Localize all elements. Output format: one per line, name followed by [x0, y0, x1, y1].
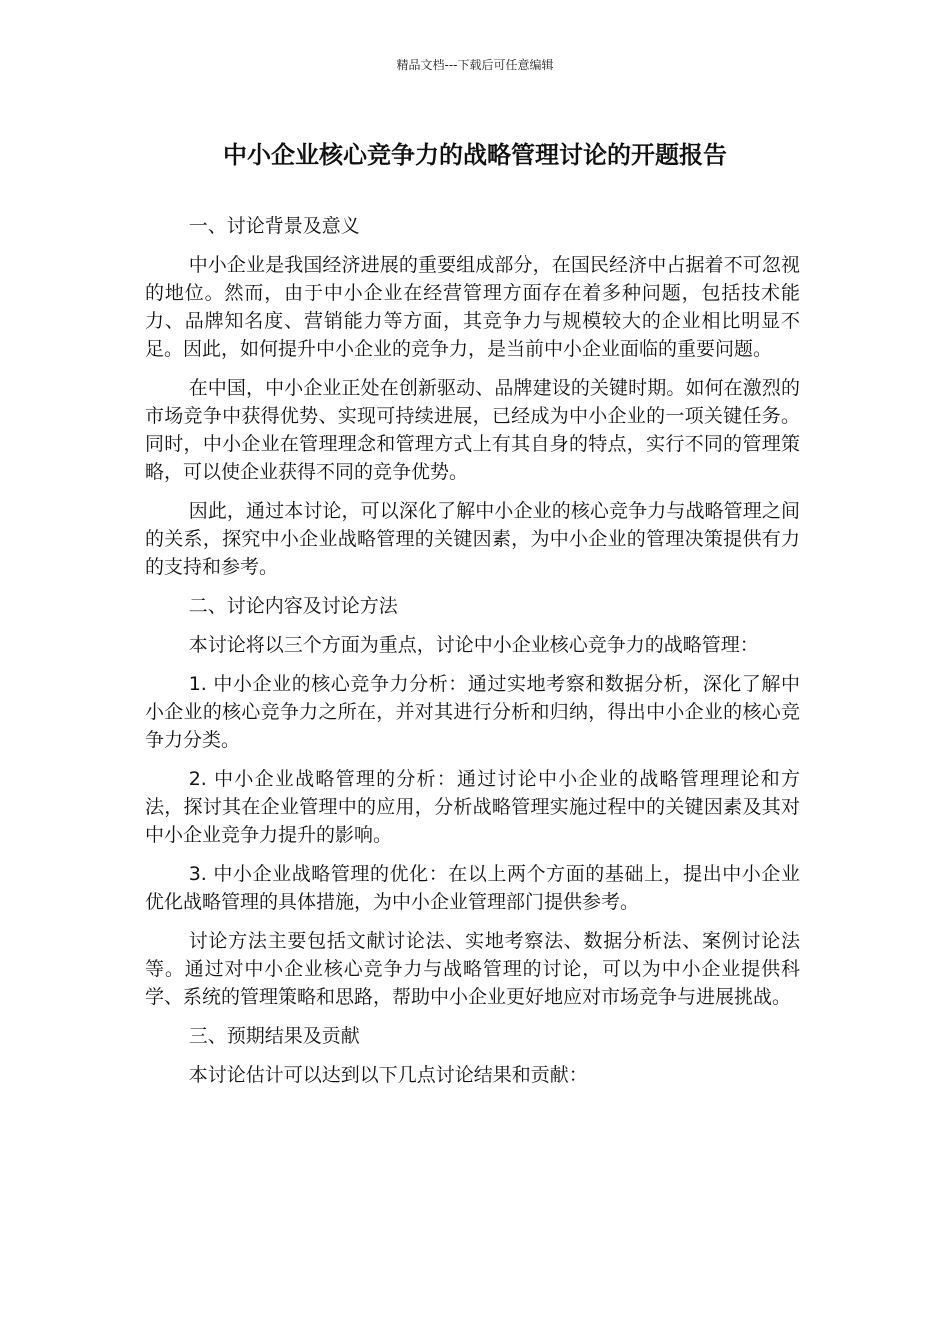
list-item: 2. 中小企业战略管理的分析：通过讨论中小企业的战略管理理论和方法，探讨其在企业管理中的应用，分析战略管理实施过程中的关键因素及其对中小企业竞争力提升的影响。 [145, 768, 800, 846]
section-heading-content-method: 二、讨论内容及讨论方法 [188, 595, 398, 617]
document-body [145, 212, 800, 1100]
body-paragraph: 本讨论将以三个方面为重点，讨论中小企业核心竞争力的战略管理： [188, 634, 759, 656]
section-heading-background: 一、讨论背景及意义 [188, 215, 360, 237]
section-heading-expected-results: 三、预期结果及贡献 [188, 1025, 360, 1047]
list-item: 1. 中小企业的核心竞争力分析：通过实地考察和数据分析，深化了解中小企业的核心竞争力之所在，并对其进行分析和归纳，得出中小企业的核心竞争力分类。 [145, 673, 800, 751]
document-title: 中小企业核心竞争力的战略管理讨论的开题报告 [223, 141, 727, 169]
body-paragraph: 中小企业是我国经济进展的重要组成部分，在国民经济中占据着不可忽视的地位。然而，由于中小企业在经营管理方面存在着多种问题，包括技术能力、品牌知名度、营销能力等方面，其竞争力与规模较大的企业相比明显不足。因此，如何提升中小企业的竞争力，是当前中小企业面临的重要问题。 [145, 254, 800, 360]
list-item: 3. 中小企业战略管理的优化：在以上两个方面的基础上，提出中小企业优化战略管理的具体措施，为中小企业管理部门提供参考。 [145, 863, 800, 913]
page-header: 精品文档---下载后可任意编辑 [396, 58, 554, 72]
body-paragraph: 本讨论估计可以达到以下几点讨论结果和贡献： [188, 1064, 588, 1086]
body-paragraph: 在中国，中小企业正处在创新驱动、品牌建设的关键时期。如何在激烈的市场竞争中获得优势、实现可持续进展，已经成为中小企业的一项关键任务。同时，中小企业在管理理念和管理方式上有其自身的特点，实行不同的管理策略，可以使企业获得不同的竞争优势。 [145, 377, 800, 483]
body-paragraph: 因此，通过本讨论，可以深化了解中小企业的核心竞争力与战略管理之间的关系，探究中小企业战略管理的关键因素，为中小企业的管理决策提供有力的支持和参考。 [145, 500, 800, 578]
body-paragraph: 讨论方法主要包括文献讨论法、实地考察法、数据分析法、案例讨论法等。通过对中小企业核心竞争力与战略管理的讨论，可以为中小企业提供科学、系统的管理策略和思路，帮助中小企业更好地应对市场竞争与进展挑战。 [145, 930, 800, 1008]
